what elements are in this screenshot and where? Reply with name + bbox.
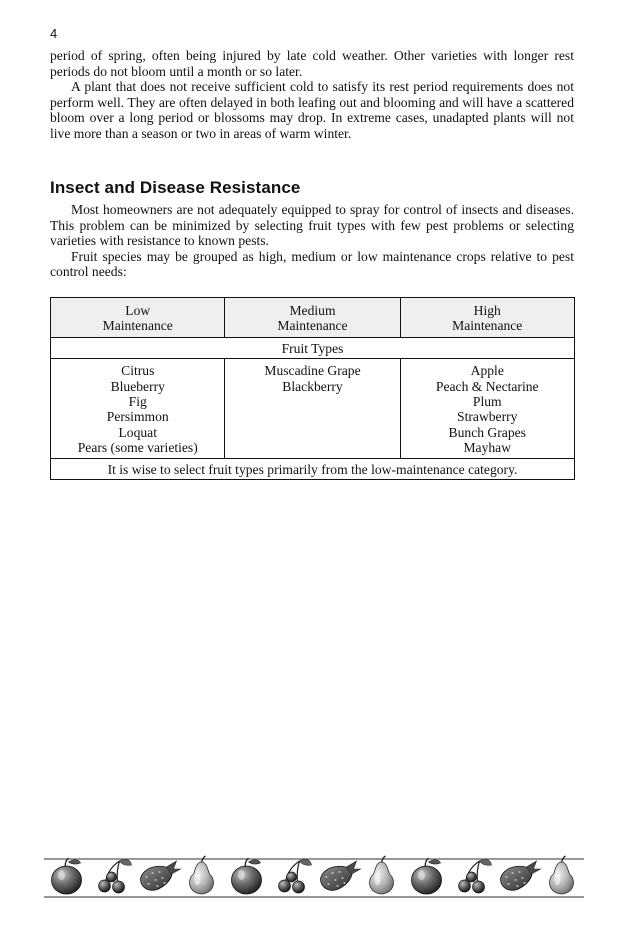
pear-icon — [550, 856, 574, 894]
header-high-maintenance — [400, 298, 575, 338]
low-maintenance-list — [51, 359, 225, 458]
table-subheader-row — [51, 337, 575, 358]
strawberry-icon — [501, 861, 541, 890]
fruit-item: Strawberry — [457, 409, 518, 425]
high-maintenance-list — [400, 359, 575, 458]
header-line: Low — [125, 303, 151, 318]
fruit-border-illustration — [44, 855, 584, 903]
cherries-icon — [279, 859, 312, 893]
header-line: Maintenance — [277, 318, 348, 334]
fruit-item: Loquat — [118, 424, 157, 440]
apple-icon — [412, 858, 442, 894]
strawberry-icon — [321, 861, 361, 890]
paragraph: period of spring, often being injured by late cold weather. Other varieties with longer rest periods do not bloom until a month or so later. — [50, 48, 574, 79]
fruit-item: Mayhaw — [463, 440, 512, 456]
fruit-item: Blackberry — [282, 378, 343, 394]
header-line: Maintenance — [102, 318, 173, 334]
section-heading: Insect and Disease Resistance — [50, 178, 301, 197]
header-line: High — [473, 303, 501, 318]
pear-icon — [370, 856, 394, 894]
fruit-item: Persimmon — [106, 409, 169, 425]
table-row — [51, 359, 575, 458]
table-footer-row — [51, 458, 575, 479]
cherries-icon — [99, 859, 132, 893]
cherries-icon — [459, 859, 492, 893]
fruit-item: Fig — [128, 394, 147, 410]
fruit-item: Blueberry — [110, 378, 165, 394]
fruit-item: Citrus — [121, 363, 155, 379]
fruit-item: Pears (some varieties) — [77, 440, 198, 456]
fruit-types-label: Fruit Types — [51, 337, 575, 358]
paragraph: A plant that does not receive sufficient cold to satisfy its rest period requirements does not perform well. They are often delayed in both leafing out and blooming and will have a scattered bloom over a long period or blossoms may drop. In extreme cases, unadapted plants will not live more than a season or two in areas of warm winter. — [50, 79, 574, 141]
paragraph: Fruit species may be grouped as high, medium or low maintenance crops relative to pest control needs: — [50, 248, 574, 280]
fruit-item: Plum — [472, 394, 502, 410]
header-low-maintenance — [51, 298, 225, 338]
apple-icon — [52, 858, 82, 894]
intro-text — [50, 48, 574, 142]
fruit-item: Peach & Nectarine — [435, 378, 539, 394]
fruit-item: Apple — [470, 363, 504, 379]
strawberry-icon — [141, 861, 181, 890]
pear-icon — [190, 856, 214, 894]
fruit-item: Muscadine Grape — [264, 363, 361, 379]
table-header-row — [51, 298, 575, 338]
table-footer-note: It is wise to select fruit types primarily from the low-maintenance category. — [51, 458, 575, 479]
header-medium-maintenance — [225, 298, 400, 338]
apple-icon — [232, 858, 262, 894]
header-line: Maintenance — [452, 318, 523, 334]
section-text — [50, 202, 574, 280]
page-number: 4 — [50, 26, 58, 41]
maintenance-table — [50, 297, 575, 480]
paragraph: Most homeowners are not adequately equipped to spray for control of insects and diseases. This problem can be minimized by selecting fruit types with few pest problems or selecting varieties with resistance to known pests. — [50, 202, 574, 249]
fruit-item: Bunch Grapes — [448, 424, 526, 440]
medium-maintenance-list — [225, 359, 400, 458]
header-line: Medium — [289, 303, 336, 318]
fruit-row — [52, 856, 574, 894]
